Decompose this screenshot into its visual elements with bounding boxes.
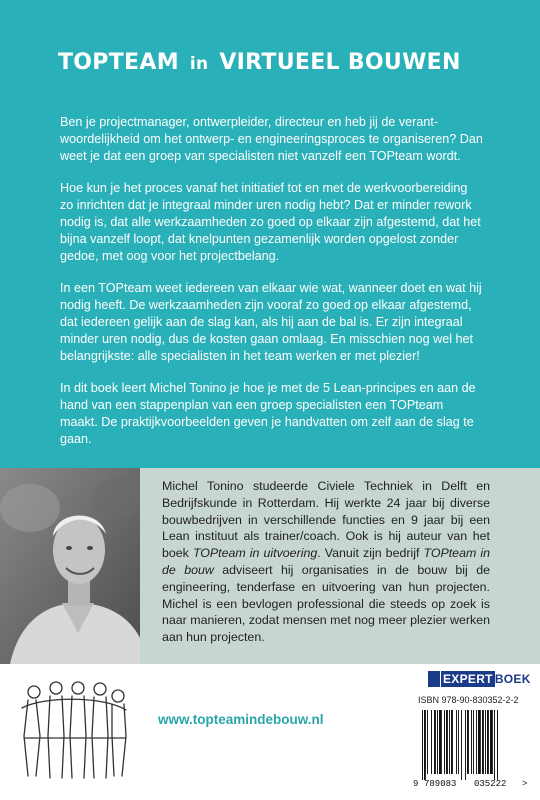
publisher-name-part-1: EXPERT (443, 672, 493, 686)
blurb-paragraph-2: Hoe kun je het proces vanaf het initiatief tot en met de werkvoorbereiding zo inrichten dat je integraal minder uren nodig hebt? Dat er minder rework nodig is, dat alle werkzaamheden zo goed op elkaar zijn afgestemd, dat het bijna vanzelf loopt, dat knelpunten gezamenlijk worden opgelost zonder gedoe, met oog voor het projectbelang. (60, 181, 481, 263)
blurb (60, 114, 484, 464)
bio-text-3: adviseert hij organisaties in de bouw bij de engineering, tenderfase en uitvoering van hun projecten. Michel is een bevlogen professional die steeds op zoek is naar manieren, zodat mensen met nog meer plezier werken aan hun projecten. (162, 562, 490, 645)
title-part-2: in (189, 54, 209, 74)
barcode-arrow: > (522, 779, 528, 789)
title-part-3: VIRTUEEL BOUWEN (219, 50, 461, 75)
barcode-group-2: 035222 (474, 779, 507, 789)
isbn-label: ISBN 978-90-830352-2-2 (418, 695, 519, 705)
author-photo (0, 468, 140, 664)
bio-text-2: . Vanuit zijn bedrijf (317, 546, 424, 561)
blurb-paragraph-4: In dit boek leert Michel Tonino je hoe je met de 5 Lean-principes en aan de hand van een stappenplan van een groep specialisten een TOPteam maakt. De praktijkvoorbeelden geven je handvatten om zelf aan de slag te gaan. (60, 381, 476, 446)
barcode-first-digit: 9 (413, 779, 419, 789)
barcode (412, 708, 530, 790)
author-bio (162, 478, 490, 646)
publisher-logo (428, 668, 531, 690)
blurb-paragraph-3: In een TOPteam weet iedereen van elkaar wie wat, wanneer doet en wat hij nodig heeft. De werkzaamheden zijn vooraf zo goed op elkaar afgestemd, dat iedereen gelijk aan de slag kan, als hij aan de bal is. Er zijn integraal minder uren nodig, dus de kosten gaan omlaag. En misschien nog wel het belangrijkste: alle specialisten in het team werken er met plezier! (60, 281, 482, 363)
publisher-logo-mark (428, 671, 440, 687)
bio-company-name: TOPteam in de bouw (162, 546, 490, 577)
publisher-name-part-2: BOEK (494, 672, 531, 686)
website-link[interactable]: www.topteamindebouw.nl (158, 712, 324, 727)
team-huddle-illustration (14, 676, 132, 782)
blurb-paragraph-1: Ben je projectmanager, ontwerpleider, directeur en heb jij de verant-woordelijkheid om het ontwerp- en engineeringsproces te organiseren? Dan weet je dat een groep van specialisten niet vanzelf een TOPteam wordt. (60, 115, 483, 163)
title-part-1: TOPTEAM (58, 50, 179, 75)
book-title (58, 50, 461, 75)
barcode-group-1: 789083 (424, 779, 457, 789)
publisher-name (441, 672, 531, 686)
bio-text-1: Michel Tonino studeerde Civiele Techniek in Delft en Bedrijfskunde in Rotterdam. Hij werkte 24 jaar bij diverse bouwbedrijven in verschillende functies en 9 jaar bij een Lean instituut als trainer/coach. Ook is hij auteur van het boek (162, 479, 490, 561)
bio-book-title-1: TOPteam in uitvoering (192, 546, 318, 561)
